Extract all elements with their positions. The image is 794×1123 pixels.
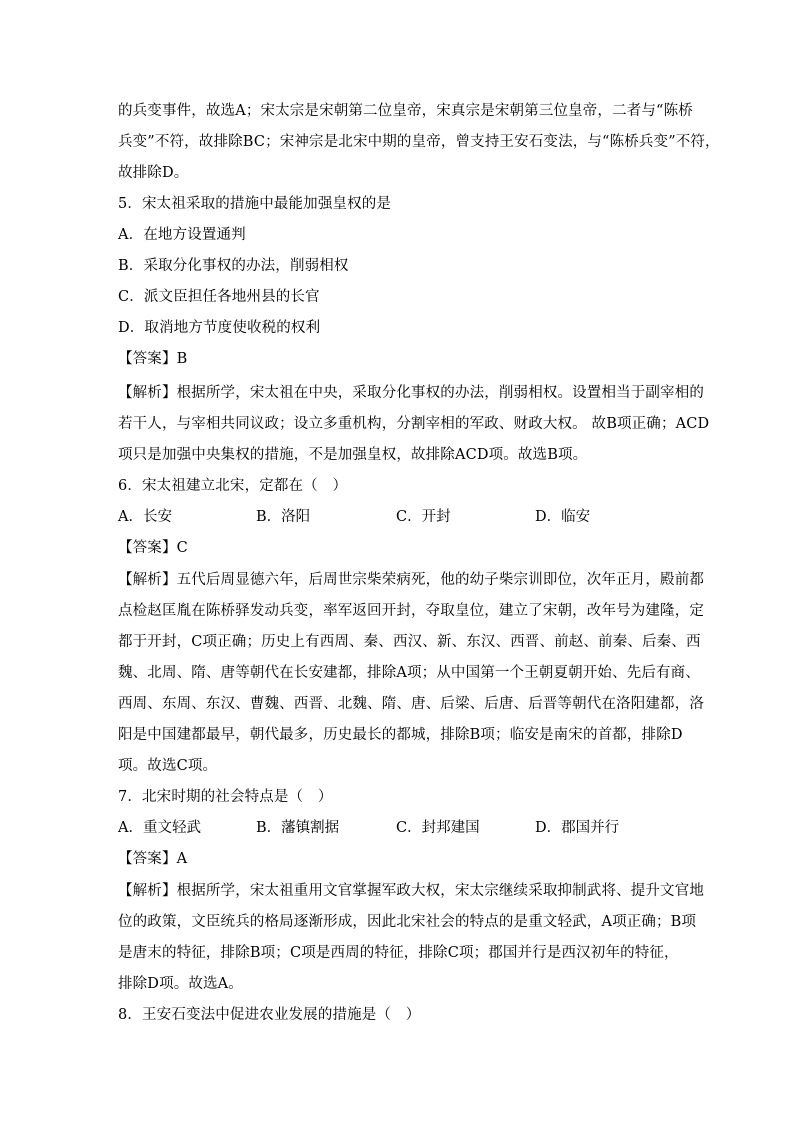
q7-option-c: C．封邦建国 [396,820,480,836]
q7-answer: 【答案】A [118,851,188,867]
q5-option-b: B．采取分化事权的办法，削弱相权 [118,258,349,274]
q7-explanation-line: 排除D项。故选A。 [118,976,243,992]
text-line: 故排除D。 [118,165,189,181]
q7-option-d: D．郡国并行 [535,820,620,836]
q6-explanation-line: 西周、东周、东汉、曹魏、西晋、北魏、隋、唐、后梁、后唐、后晋等朝代在洛阳建都，洛 [118,696,704,712]
q5-option-c: C．派文臣担任各地州县的长官 [118,289,320,305]
question-6-stem: 6．宋太祖建立北宋，定都在（ ） [118,478,348,494]
q5-option-d: D．取消地方节度使收税的权利 [118,320,321,336]
question-8-stem: 8．王安石变法中促进农业发展的措施是（ ） [118,1007,421,1023]
q6-option-c: C．开封 [396,509,451,525]
q7-option-a: A．重文轻武 [118,820,201,836]
text-line: 的兵变事件，故选A；宋太宗是宋朝第二位皇帝，宋真宗是宋朝第三位皇帝，二者与“陈桥 [118,103,693,119]
q6-answer: 【答案】C [118,540,188,556]
q7-explanation-line: 是唐末的特征，排除B项；C项是西周的特征，排除C项；郡国并行是西汉初年的特征， [118,945,679,961]
q6-explanation-line: 【解析】五代后周显德六年，后周世宗柴荣病死，他的幼子柴宗训即位，次年正月，殿前都 [118,572,704,588]
q6-option-a: A．长安 [118,509,172,525]
q6-explanation-line: 魏、北周、隋、唐等朝代在长安建都，排除A项；从中国第一个王朝夏朝开始、先后有商、 [118,665,700,681]
q6-explanation-line: 阳是中国建都最早，朝代最多，历史最长的都城，排除B项；临安是南宋的首都，排除D [118,727,683,743]
q6-option-b: B．洛阳 [256,509,311,525]
question-7-stem: 7．北宋时期的社会特点是（ ） [118,789,333,805]
q7-option-b: B．藩镇割据 [256,820,340,836]
q6-explanation-line: 都于开封，C项正确；历史上有西周、秦、西汉、新、东汉、西晋、前赵、前秦、后秦、西 [118,634,701,650]
q5-explanation-line: 项只是加强中央集权的措施，不是加强皇权，故排除ACD项。故选B项。 [118,447,588,463]
q5-explanation-line: 【解析】根据所学，宋太祖在中央，采取分化事权的办法，削弱相权。设置相当于副宰相的 [118,385,704,401]
q5-explanation-line: 若干人，与宰相共同议政；设立多重机构，分割宰相的军政、财政大权。 故B项正确；ACD [118,416,710,432]
q6-option-d: D．临安 [535,509,591,525]
q6-explanation-line: 点检赵匡胤在陈桥驿发动兵变，率军返回开封，夺取皇位，建立了宋朝，改年号为建隆，定 [118,603,704,619]
q5-option-a: A．在地方设置通判 [118,227,246,243]
text-line: 兵变”不符，故排除BC；宋神宗是北宋中期的皇帝，曾支持王安石变法，与“陈桥兵变”不符， [118,134,720,150]
q7-explanation-line: 【解析】根据所学，宋太祖重用文官掌握军政大权，宋太宗继续采取抑制武将、提升文官地 [118,883,704,899]
question-5-stem: 5．宋太祖采取的措施中最能加强皇权的是 [118,196,392,212]
q6-explanation-line: 项。故选C项。 [118,758,218,774]
q7-explanation-line: 位的政策，文臣统兵的格局逐渐形成，因此北宋社会的特点的是重文轻武，A项正确；B项 [118,914,697,930]
q5-answer: 【答案】B [118,351,188,367]
